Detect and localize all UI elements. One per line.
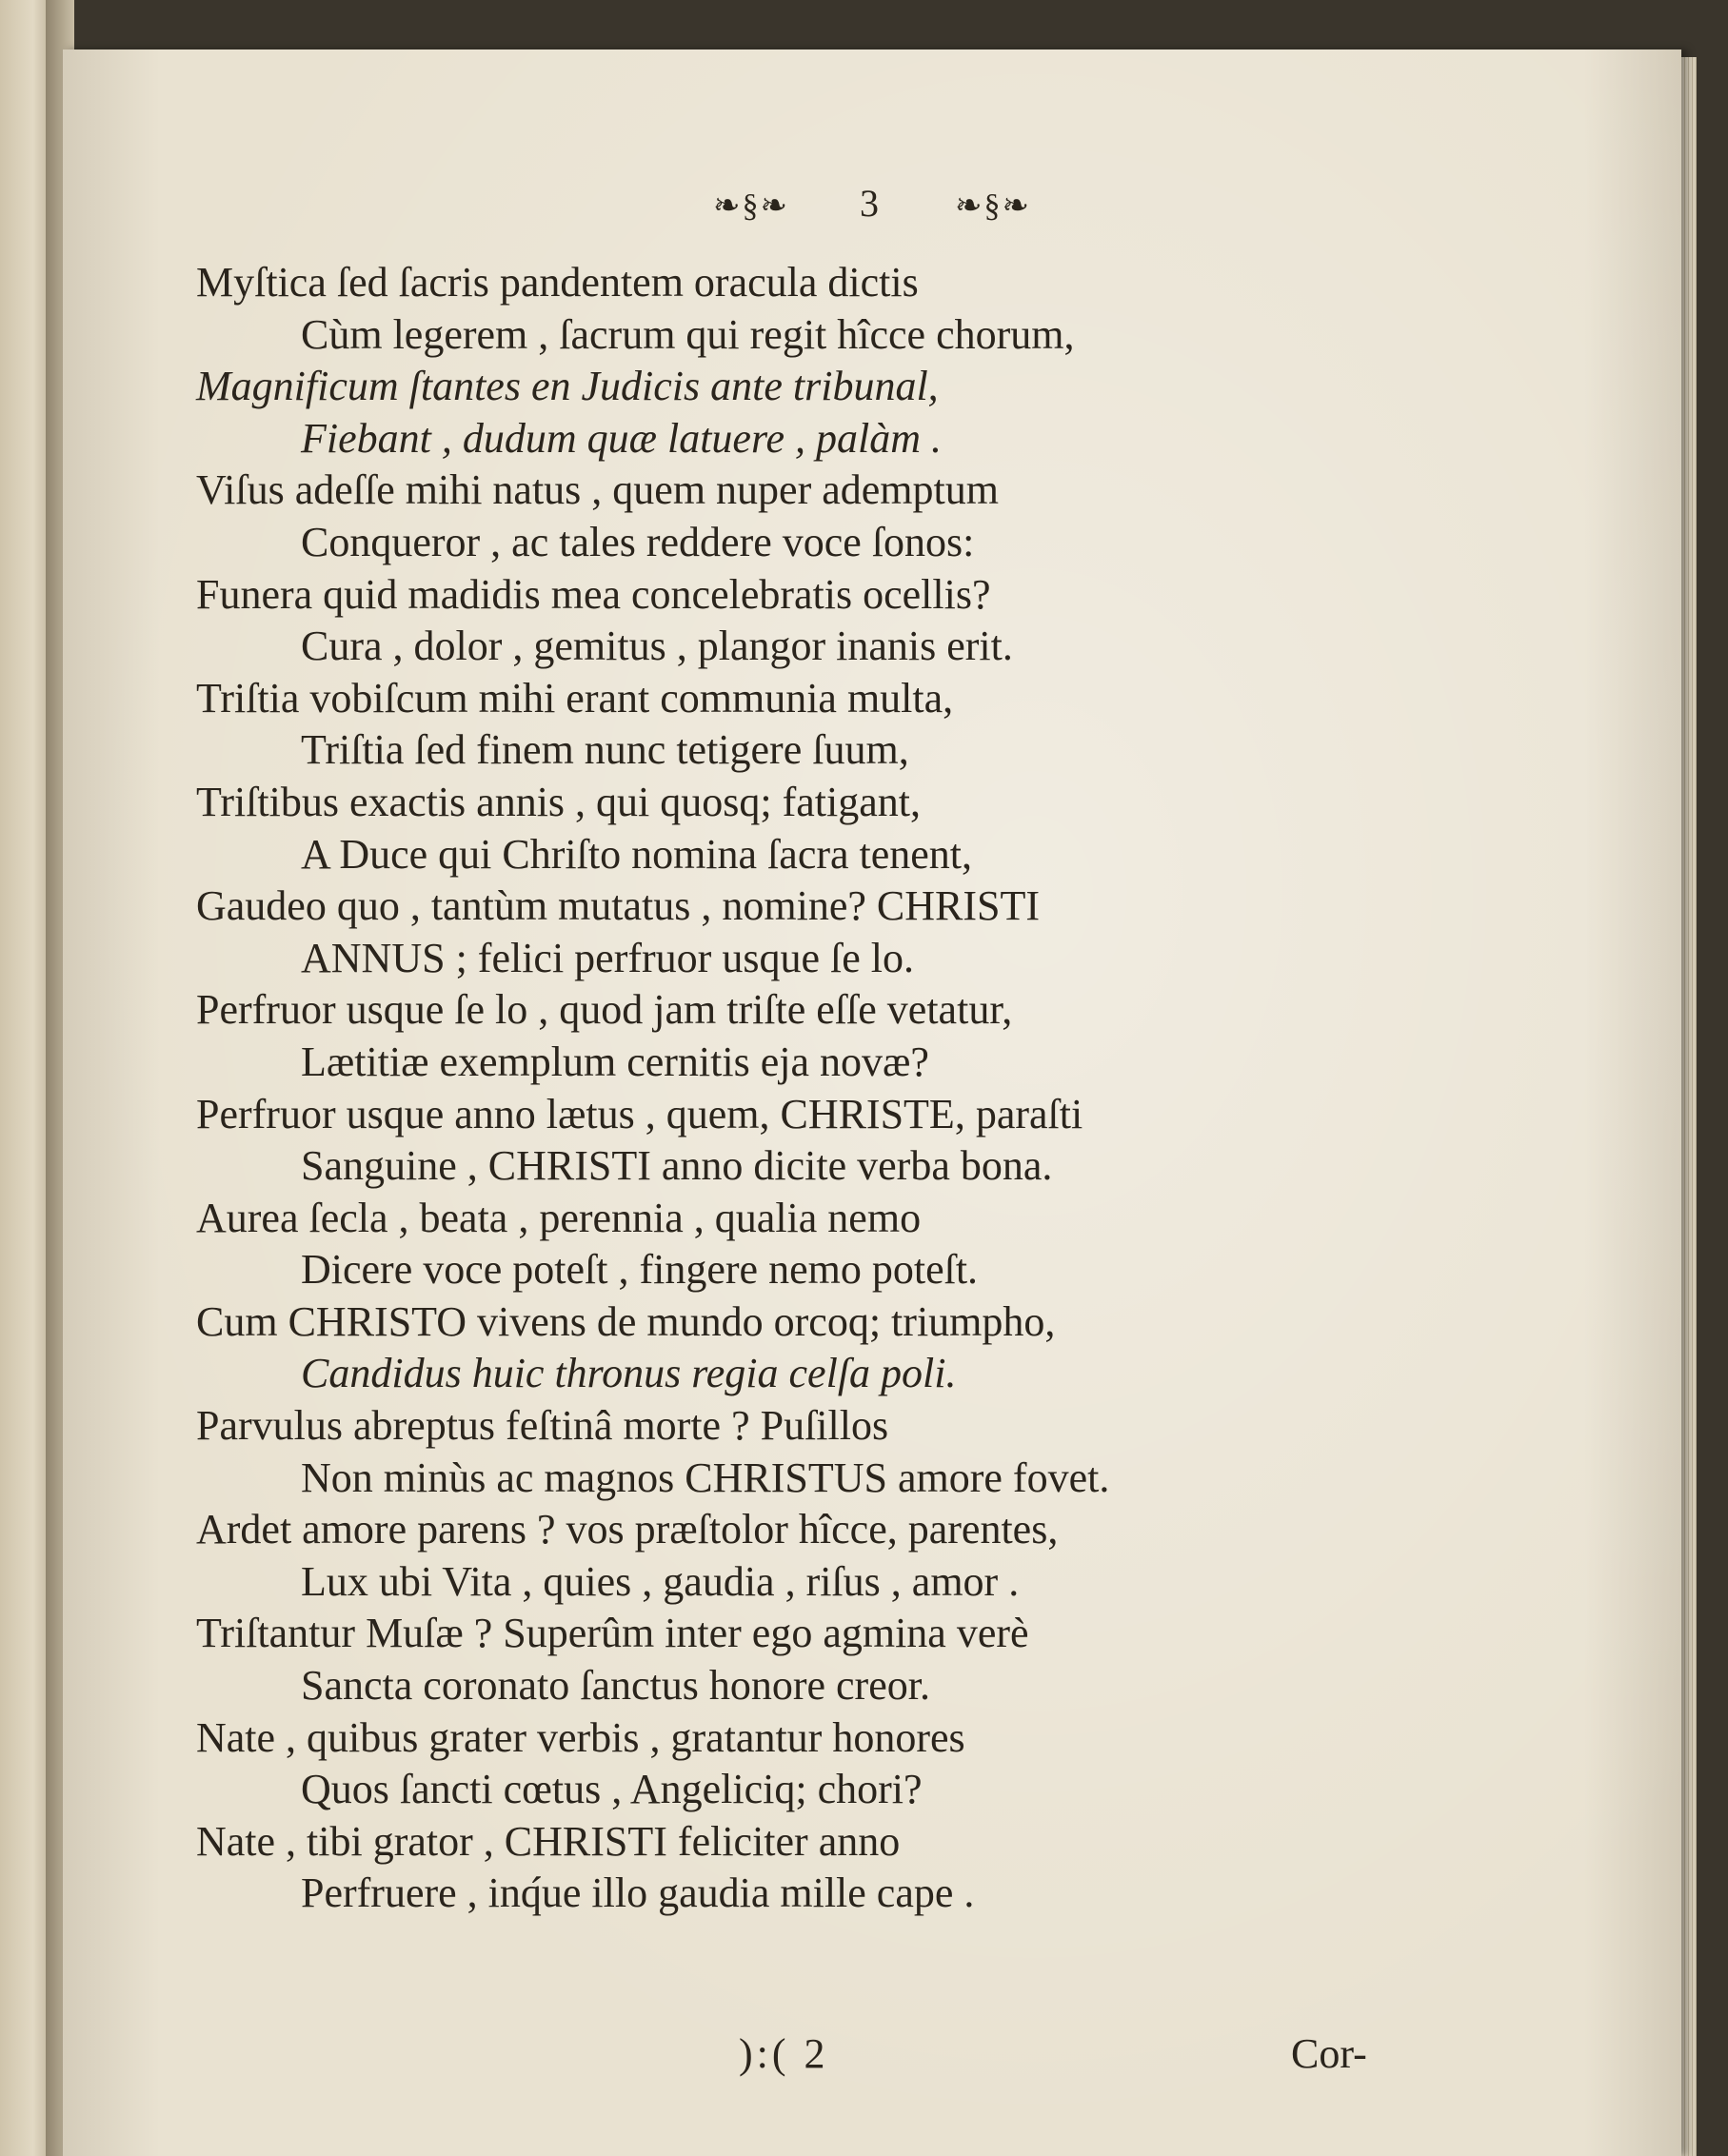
verse-line: Funera quid madidis mea concelebratis ocellis?: [196, 570, 991, 618]
verse-line: Triſtia vobiſcum mihi erant communia multa,: [196, 674, 954, 722]
verse-line: Myſtica ſed ſacris pandentem oracula dictis: [196, 259, 919, 306]
verse-line: Conqueror , ac tales reddere voce ſonos:: [301, 518, 975, 565]
verse-line: Triſtia ſed finem nunc tetigere ſuum,: [301, 726, 909, 774]
verse-line: Lux ubi Vita , quies , gaudia , riſus , amor .: [301, 1557, 1020, 1605]
page-footer: [63, 2029, 1681, 2096]
verse-line: Cum CHRISTO vivens de mundo orcoq; triumpho,: [196, 1297, 1056, 1345]
verse-line: Dicere voce poteſt , fingere nemo poteſt.: [301, 1246, 979, 1294]
signature-mark: ):( 2: [739, 2030, 829, 2077]
verse-line: Lætitiæ exemplum cernitis eja novæ?: [301, 1038, 929, 1085]
page-header: [63, 181, 1681, 238]
verse-line: Quos ſancti cœtus , Angeliciq; chori?: [301, 1766, 923, 1813]
page-number: 3: [860, 182, 884, 225]
verse-line: Viſus adeſſe mihi natus , quem nuper ademptum: [196, 466, 999, 514]
verse-line: Triſtibus exactis annis , qui quosq; fatigant,: [196, 778, 921, 825]
verse-line: Fiebant , dudum quæ latuere , palàm .: [301, 414, 942, 462]
verse-line: Sancta coronato ſanctus honore creor.: [301, 1662, 930, 1710]
verse-line: A Duce qui Chriſto nomina ſacra tenent,: [301, 830, 973, 878]
verse-line: Cùm legerem , ſacrum qui regit hîcce chorum,: [301, 310, 1075, 358]
poem-text: [196, 257, 1434, 1920]
verse-line: Ardet amore parens ? vos præſtolor hîcce, parentes,: [196, 1506, 1059, 1553]
verse-line: Sanguine , CHRISTI anno dicite verba bona.: [301, 1142, 1053, 1190]
book-page: [63, 49, 1681, 2156]
verse-line: Nate , tibi grator , CHRISTI feliciter anno: [196, 1817, 901, 1865]
catchword: Cor-: [1291, 2030, 1367, 2077]
verse-line: Non minùs ac magnos CHRISTUS amore fovet.: [301, 1454, 1110, 1501]
verse-line: Aurea ſecla , beata , perennia , qualia nemo: [196, 1194, 922, 1241]
ornament-left-icon: ❧§❧: [713, 188, 789, 224]
verse-line: Candidus huic thronus regia celſa poli.: [301, 1350, 957, 1397]
verse-line: Parvulus abreptus feſtinâ morte ? Puſillos: [196, 1402, 889, 1450]
verse-line: Perfruor usque ſe lo , quod jam triſte eſſe vetatur,: [196, 986, 1013, 1034]
verse-line: ANNUS ; felici perfruor usque ſe lo.: [301, 934, 914, 981]
verse-line: Cura , dolor , gemitus , plangor inanis erit.: [301, 623, 1013, 670]
verse-line: Magnificum ſtantes en Judicis ante tribunal,: [196, 363, 939, 410]
verse-line: Nate , quibus grater verbis , gratantur honores: [196, 1713, 965, 1761]
verse-line: Perfruor usque anno lætus , quem, CHRISTE, paraſti: [196, 1090, 1083, 1137]
verse-line: Perfruere , inq́ue illo gaudia mille cape .: [301, 1869, 975, 1917]
verse-line: Triſtantur Muſæ ? Superûm inter ego agmina verè: [196, 1610, 1029, 1657]
verse-line: Gaudeo quo , tantùm mutatus , nomine? CHRISTI: [196, 882, 1040, 930]
ornament-right-icon: ❧§❧: [955, 188, 1031, 224]
